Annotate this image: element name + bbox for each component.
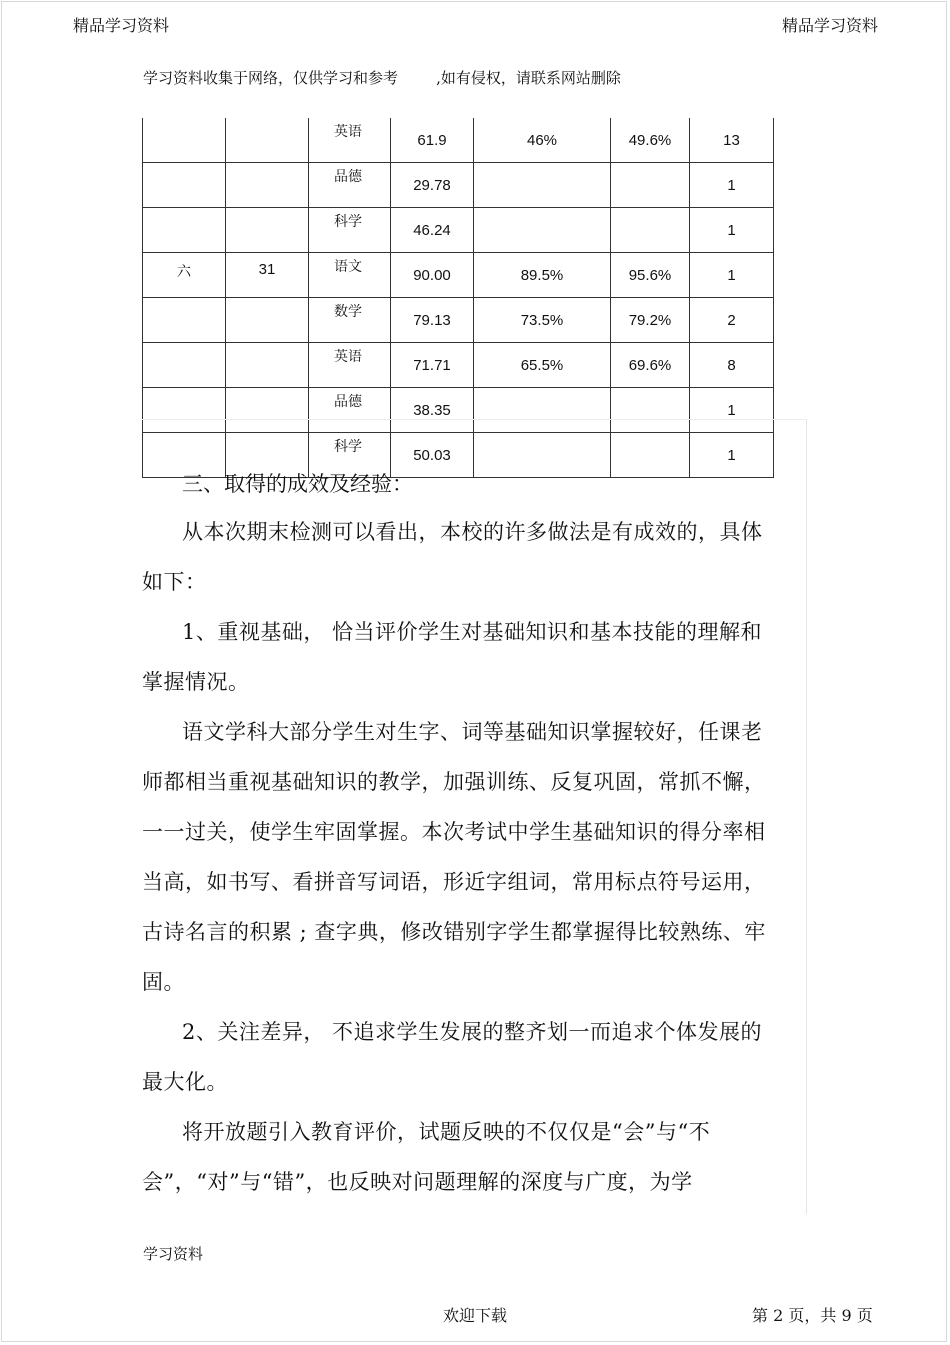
table-row xyxy=(143,343,774,388)
table-cell: 13 xyxy=(690,118,774,163)
table-cell: 61.9 xyxy=(391,118,474,163)
table-cell: 1 xyxy=(690,433,774,478)
table-cell xyxy=(611,163,690,208)
table-cell: 六 xyxy=(143,253,226,298)
copyright-notice: 学习资料收集于网络，仅供学习和参考 ,如有侵权，请联系网站删除 xyxy=(143,69,621,87)
table-cell xyxy=(226,163,309,208)
table-cell: 1 xyxy=(690,253,774,298)
table-cell xyxy=(474,163,611,208)
footer-center: 欢迎下载 xyxy=(443,1306,508,1325)
table-cell: 1 xyxy=(690,208,774,253)
table-row xyxy=(143,118,774,163)
header-right: 精品学习资料 xyxy=(781,16,878,35)
table-cell: 50.03 xyxy=(391,433,474,478)
table-cell: 90.00 xyxy=(391,253,474,298)
table-cell: 46.24 xyxy=(391,208,474,253)
table-cell: 79.2% xyxy=(611,298,690,343)
table-cell: 31 xyxy=(226,253,309,298)
table-cell: 语文 xyxy=(309,253,391,298)
paragraph: 从本次期末检测可以看出，本校的许多做法是有成效的，具体如下： xyxy=(142,520,763,594)
table-row xyxy=(143,298,774,343)
paragraph: 2、关注差异， 不追求学生发展的整齐划一而追求个体发展的最大化。 xyxy=(142,1020,763,1094)
table-cell: 科学 xyxy=(309,208,391,253)
table-cell: 2 xyxy=(690,298,774,343)
table-cell: 1 xyxy=(690,163,774,208)
table-cell xyxy=(226,343,309,388)
table-cell xyxy=(226,208,309,253)
table-cell: 38.35 xyxy=(391,388,474,433)
table-cell: 8 xyxy=(690,343,774,388)
table-cell: 79.13 xyxy=(391,298,474,343)
table-cell: 数学 xyxy=(309,298,391,343)
table-cell: 英语 xyxy=(309,118,391,163)
table-cell: 46% xyxy=(474,118,611,163)
table-cell: 科学 xyxy=(309,433,391,478)
paragraph: 将开放题引入教育评价，试题反映的不仅仅是“会”与“不会”，“对”与“错”，也反映对问题理解的深度与广度，为学 xyxy=(142,1120,711,1194)
table-cell: 73.5% xyxy=(474,298,611,343)
section-heading: 三、取得的成效及经验： xyxy=(182,472,413,496)
table-cell xyxy=(226,298,309,343)
table-cell: 品德 xyxy=(309,388,391,433)
table-cell: 英语 xyxy=(309,343,391,388)
paragraph: 1、重视基础， 恰当评价学生对基础知识和基本技能的理解和掌握情况。 xyxy=(142,620,763,694)
table-cell: 65.5% xyxy=(474,343,611,388)
table-cell: 49.6% xyxy=(611,118,690,163)
paragraph: 语文学科大部分学生对生字、词等基础知识掌握较好，任课老师都相当重视基础知识的教学，加强训练、反复巩固，常抓不懈，一一过关，使学生牢固掌握。本次考试中学生基础知识的得分率相当高，如书写、看拼音写词语，形近字组词，常用标点符号运用，古诗名言的积累 ; 查字典，修改错别字学生都掌握得比较熟练、牢固。 xyxy=(142,720,766,994)
table-row xyxy=(143,163,774,208)
table-cell: 89.5% xyxy=(474,253,611,298)
table-cell: 1 xyxy=(690,388,774,433)
table-row xyxy=(143,253,774,298)
table-cell: 69.6% xyxy=(611,343,690,388)
table-cell xyxy=(143,163,226,208)
table-cell xyxy=(143,298,226,343)
table-cell xyxy=(474,208,611,253)
table-cell xyxy=(611,208,690,253)
table-row xyxy=(143,208,774,253)
table-cell: 71.71 xyxy=(391,343,474,388)
table-cell xyxy=(143,343,226,388)
table-cell xyxy=(143,208,226,253)
table-cell: 29.78 xyxy=(391,163,474,208)
table-cell: 95.6% xyxy=(611,253,690,298)
table-cell: 品德 xyxy=(309,163,391,208)
page-number: 第 2 页，共 9 页 xyxy=(752,1306,873,1325)
header-left: 精品学习资料 xyxy=(73,16,170,35)
footer-left: 学习资料 xyxy=(143,1245,204,1263)
table-cell xyxy=(226,118,309,163)
table-cell xyxy=(143,118,226,163)
